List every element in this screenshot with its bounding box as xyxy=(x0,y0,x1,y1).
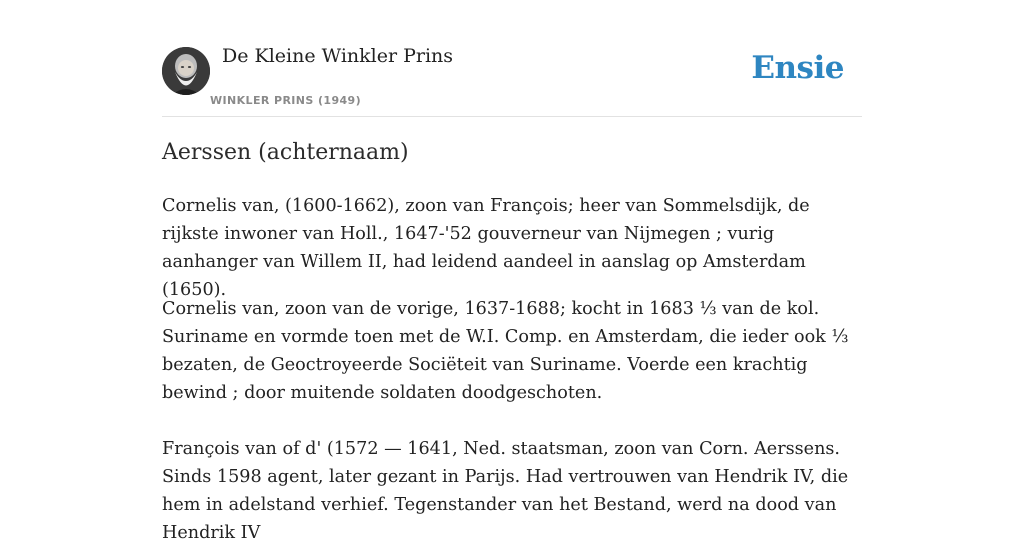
article-paragraph: Cornelis van, zoon van de vorige, 1637-1688; kocht in 1683 ⅓ van de kol. Suriname en vormde toen met de W.I. Comp. en Amsterdam, die ieder ook ⅓ bezaten, de Geoctroyeerde Sociëteit van Suriname. Voerde een krachtig bewind ; door muitende soldaten doodgeschoten. xyxy=(162,299,849,403)
header xyxy=(162,0,862,117)
source-title[interactable]: De Kleine Winkler Prins xyxy=(222,45,454,67)
page xyxy=(162,0,862,543)
portrait-image xyxy=(162,47,210,95)
article-paragraph: François van of d' (1572 — 1641, Ned. staatsman, zoon van Corn. Aerssens. Sinds 1598 agent, later gezant in Parijs. Had vertrouwen van Hendrik IV, die hem in adelstand verhief. Tegenstander van het Bestand, werd na dood van Hendrik IV xyxy=(162,439,849,543)
avatar[interactable] xyxy=(162,47,210,95)
article-title: Aerssen (achternaam) xyxy=(162,140,409,165)
brand-logo[interactable]: Ensie xyxy=(751,50,844,86)
source-subtitle: WINKLER PRINS (1949) xyxy=(210,94,362,107)
article-paragraph: Cornelis van, (1600-1662), zoon van François; heer van Sommelsdijk, de rijkste inwoner van Holl., 1647-'52 gouverneur van Nijmegen ; vurig aanhanger van Willem II, had leidend aandeel in aanslag op Amsterdam (1650). xyxy=(162,196,810,300)
